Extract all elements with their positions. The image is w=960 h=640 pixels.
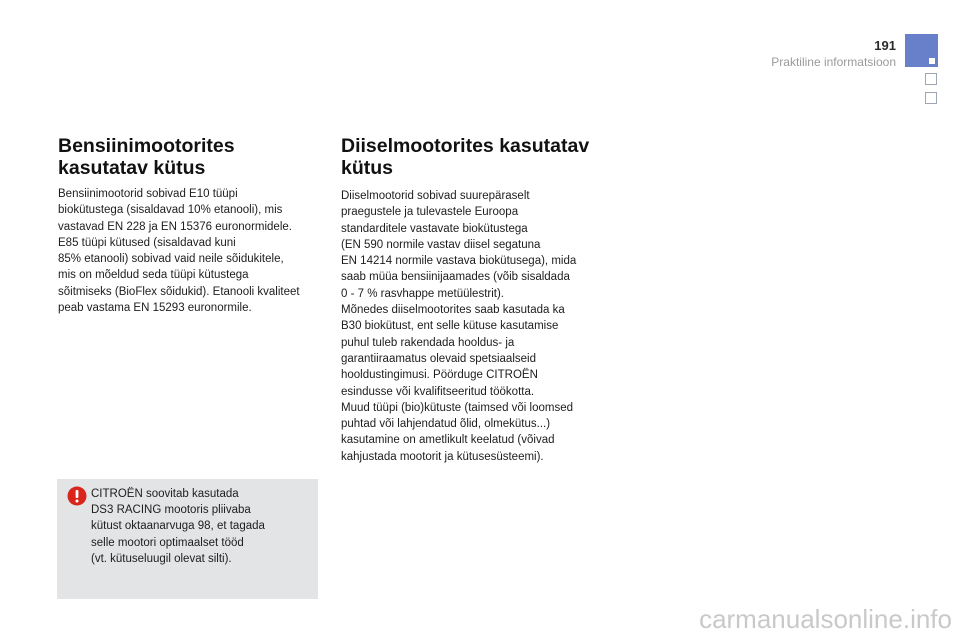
text-line: vastavad EN 228 ja EN 15376 euronormidele. [58,220,292,233]
text-line: saab müüa bensiinijaamades (võib sisaldada [341,271,570,284]
text-line: Muud tüüpi (bio)kütuste (taimsed või loomsed [341,401,574,414]
text-line: kütust oktaanarvuga 98, et tagada [91,520,265,533]
text-line: 0 - 7 % rasvhappe metüülestrit). [341,287,504,300]
heading-line: Bensiinimootorites [58,135,235,157]
text-line: Bensiinimootorid sobivad E10 tüüpi [58,188,238,200]
text-line: garantiiraamatus olevaid spetsiaalseid [341,352,536,365]
note-text [91,486,265,567]
chapter-marker-box [925,73,937,85]
text-line: biokütustega (sisaldavad 10% etanooli), mis [58,204,283,217]
text-line: B30 biokütust, ent selle kütuse kasutamise [341,320,559,333]
text-line: E85 tüüpi kütused (sisaldavad kuni [58,236,236,249]
text-line: 85% etanooli) sobivad vaid neile sõidukitele, [58,253,284,266]
text-line: EN 14214 normile vastava biokütusega), mida [341,255,577,268]
text-line: mis on mõeldud seda tüüpi kütustega [58,269,249,282]
text-line: praegustele ja tulevastele Euroopa [341,206,519,219]
recommendation-note [57,479,318,599]
diesel-fuel-heading [341,135,589,179]
heading-line: kasutatav kütus [58,157,206,179]
text-line: kahjustada mootorit ja kütusesüsteemi). [341,450,544,463]
text-line: puhul tuleb rakendada hooldus- ja [341,336,515,349]
text-line: puhtad või lahjendatud õlid, olmekütus...) [341,418,551,431]
heading-line: kütus [341,157,394,179]
text-line: kasutamine on ametlikult keelatud (võivad [341,434,555,447]
petrol-fuel-text [58,186,300,316]
text-line: standarditele vastavate biokütustega [341,222,528,235]
petrol-fuel-heading [58,135,235,179]
section-title: Praktiline informatsioon [771,55,896,69]
warning-exclamation-icon [67,486,87,506]
chapter-tab [905,34,938,67]
heading-line: Diiselmootorites kasutatav [341,135,590,157]
text-line: sõitmiseks (BioFlex sõidukid). Etanooli kvaliteet [58,285,300,298]
text-line: hooldustingimusi. Pöörduge CITROËN [341,369,538,382]
chapter-marker-box [925,92,937,104]
text-line: Diiselmootorid sobivad suurepäraselt [341,190,530,202]
watermark: carmanualsonline.info [699,604,952,634]
chapter-tab-marker [929,58,935,64]
text-line: peab vastama EN 15293 euronormile. [58,302,252,315]
text-line: DS3 RACING mootoris pliivaba [91,504,251,517]
text-line: selle mootori optimaalset tööd [91,536,244,549]
diesel-fuel-text [341,188,576,465]
page-number: 191 [874,38,896,53]
text-line: (EN 590 normile vastav diisel segatuna [341,238,541,251]
text-line: (vt. kütuseluugil olevat silti). [91,552,232,565]
text-line: Mõnedes diiselmootorites saab kasutada ka [341,304,565,317]
text-line: CITROËN soovitab kasutada [91,488,239,500]
text-line: esindusse või kvalifitseeritud töökotta. [341,385,535,398]
